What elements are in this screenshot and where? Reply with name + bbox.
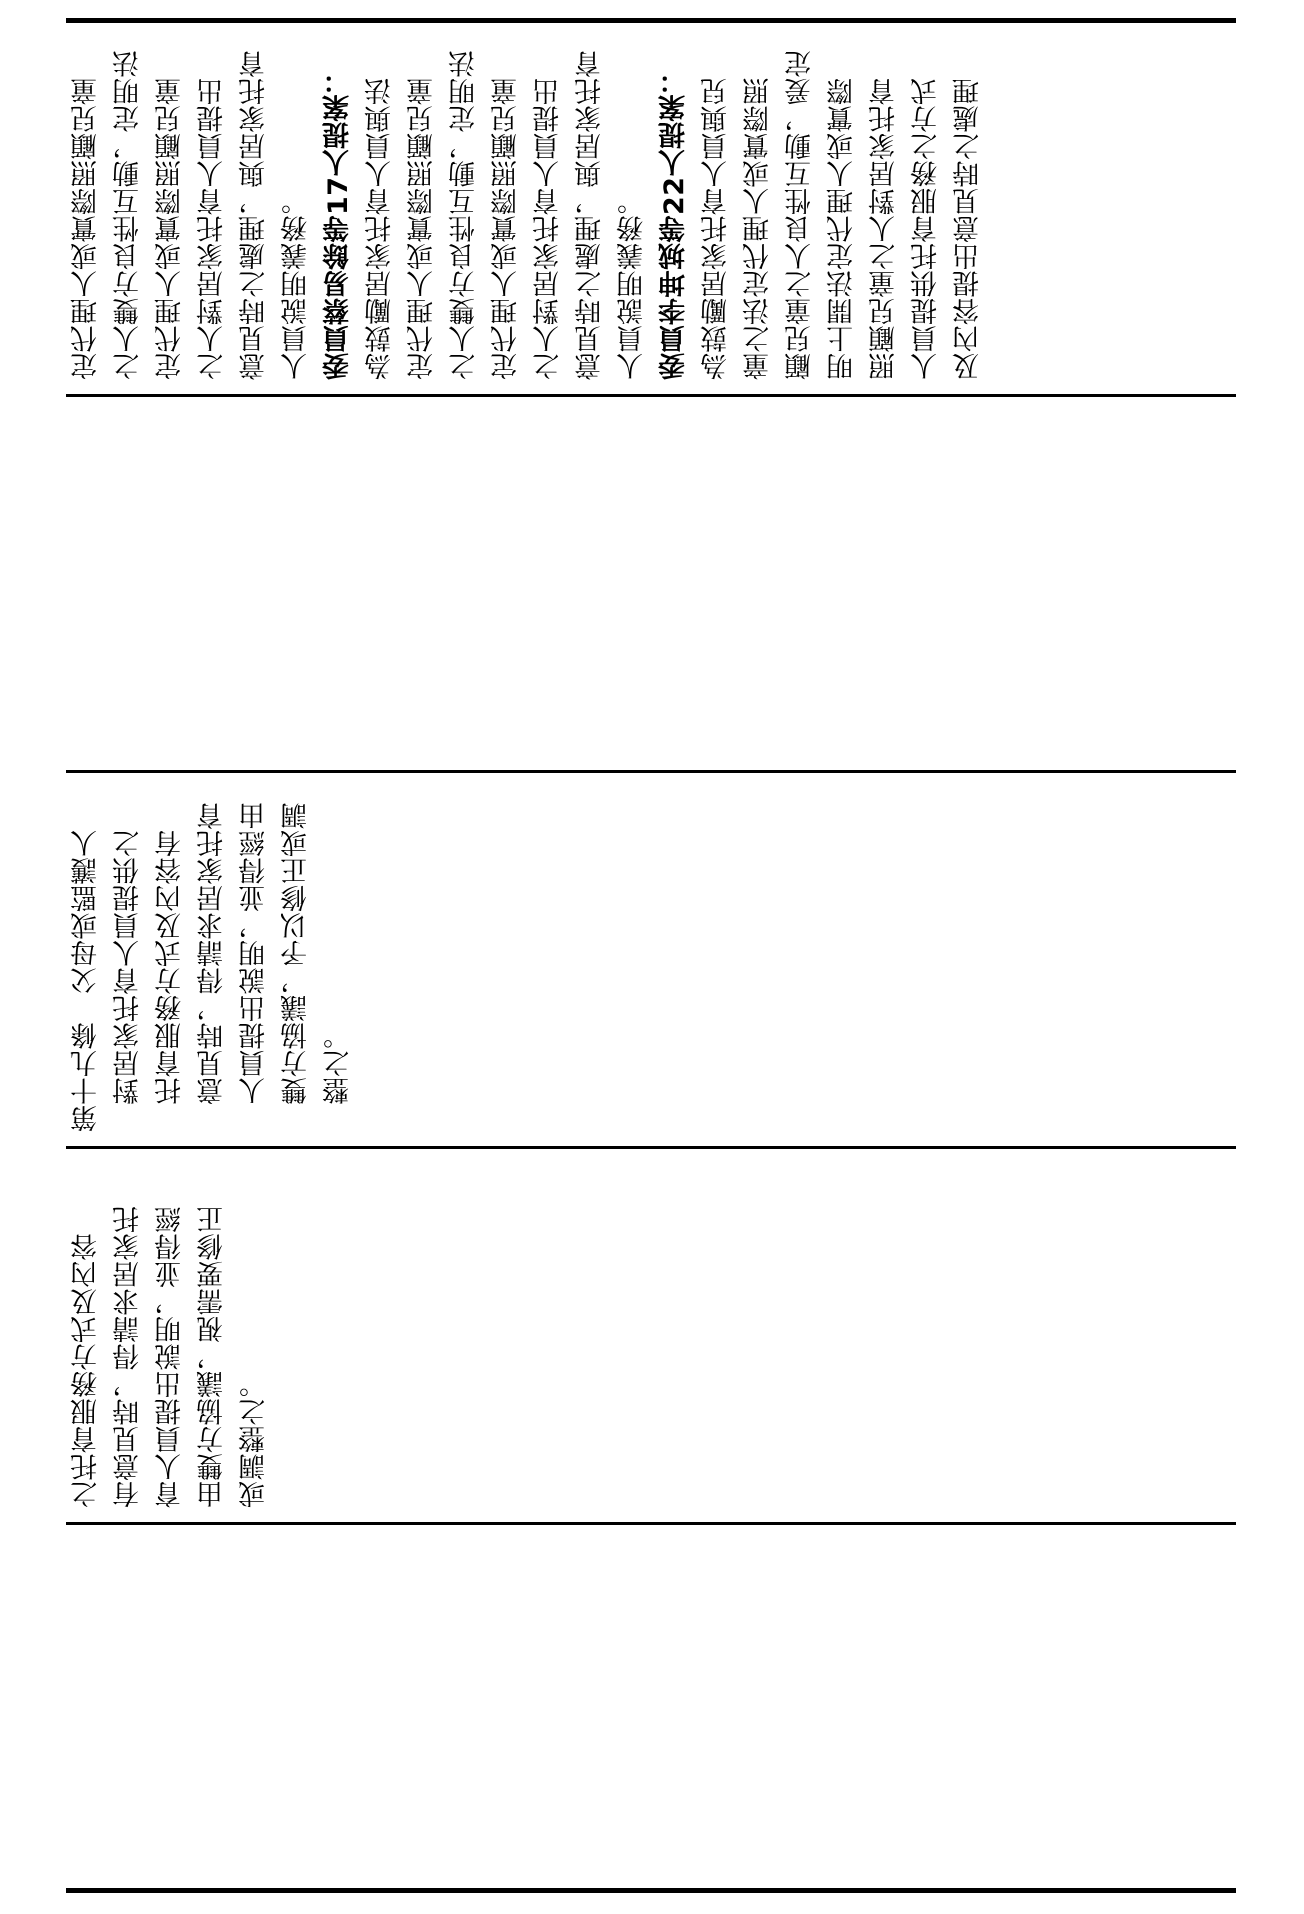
text-line: 第十九條 父母或監護人 bbox=[71, 829, 102, 1132]
text-line: 人員提出說明，並得經由 bbox=[239, 802, 270, 1132]
text-line: 及內容提出意見時之處理 bbox=[953, 77, 984, 380]
text-line: 意見時，得請求居家托育 bbox=[197, 802, 228, 1132]
article-cell bbox=[66, 782, 1236, 1132]
text-line: 之托育服務方式及內容 bbox=[71, 1233, 102, 1508]
proposal-header: 委員李坤城等22人提案： bbox=[659, 66, 690, 380]
text-line: 為鼓勵居家托育人員與兒 bbox=[701, 77, 732, 380]
text-line: 人員說明義務。 bbox=[617, 187, 648, 380]
text-line: 或調整之。 bbox=[239, 1370, 270, 1508]
text-line: 雙方協議，予以修正或調 bbox=[281, 802, 312, 1132]
text-line: 顧兒童之人良性互動，爰定 bbox=[785, 50, 816, 380]
divider-2 bbox=[66, 770, 1236, 773]
text-line: 有意見時，得請求居家托 bbox=[113, 1205, 144, 1508]
text-line: 人員提供托育服務之方式 bbox=[911, 77, 942, 380]
text-line: 對居家托育人員提供之 bbox=[113, 829, 144, 1132]
text-line: 育人員提出說明，並得經 bbox=[155, 1205, 186, 1508]
text-line: 照顧兒童之人對居家托育 bbox=[869, 77, 900, 380]
proposal-header: 委員蔡易餘等17人提案： bbox=[323, 66, 354, 380]
text-line: 意見時之處理，與居家托育 bbox=[239, 50, 270, 380]
text-line: 之人對居家托育人員提出 bbox=[533, 77, 564, 380]
text-line: 由雙方協議，視需要修正 bbox=[197, 1205, 228, 1508]
text-line: 定代理人或實際照顧兒童 bbox=[155, 77, 186, 380]
text-line: 整之。 bbox=[323, 1022, 354, 1132]
top-rule bbox=[66, 18, 1236, 23]
text-line: 之人雙方良性互動，定明法 bbox=[449, 50, 480, 380]
text-line: 童之法定代理人或實際照 bbox=[743, 77, 774, 380]
amendment-cell bbox=[66, 1158, 1236, 1508]
explanation-cell bbox=[66, 30, 1236, 380]
text-line: 之人對居家托育人員提出 bbox=[197, 77, 228, 380]
text-line: 明上開法定代理人或實際 bbox=[827, 77, 858, 380]
text-line: 意見時之處理，與居家托育 bbox=[575, 50, 606, 380]
text-line: 定代理人或實際照顧兒童 bbox=[491, 77, 522, 380]
divider-3 bbox=[66, 1146, 1236, 1149]
text-line: 定代理人或實際照顧兒童 bbox=[407, 77, 438, 380]
text-line: 托育服務方式及內容有 bbox=[155, 829, 186, 1132]
text-line: 定代理人或實際照顧兒童 bbox=[71, 77, 102, 380]
divider-1 bbox=[66, 394, 1236, 397]
text-line: 之人雙方良性互動，定明法 bbox=[113, 50, 144, 380]
bottom-rule bbox=[66, 1888, 1236, 1893]
text-line: 人員說明義務。 bbox=[281, 187, 312, 380]
divider-4 bbox=[66, 1522, 1236, 1525]
text-line: 為鼓勵居家托育人員與法 bbox=[365, 77, 396, 380]
